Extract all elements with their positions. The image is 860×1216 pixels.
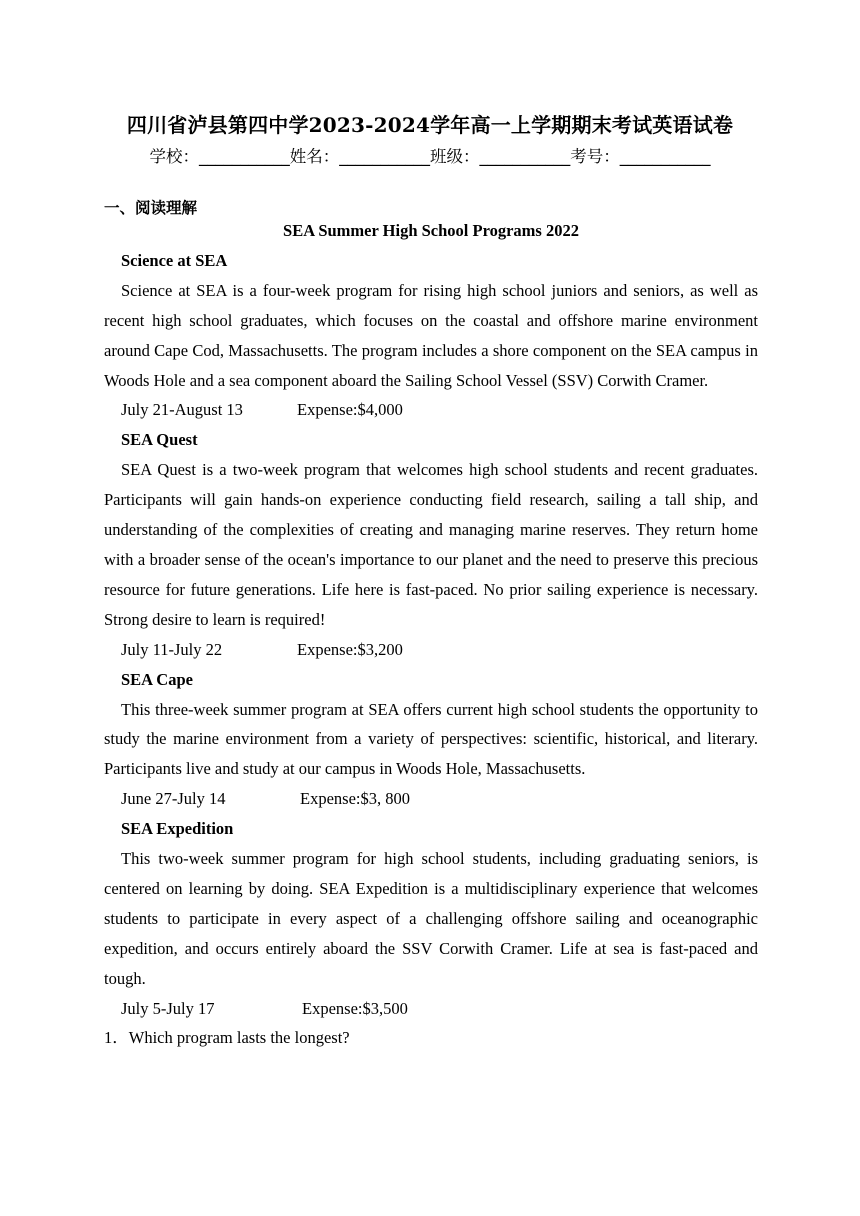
program-description: This three-week summer program at SEA offers current high school students the opportunity to study the marine environment from a variety of perspectives: scientific, historical, and literary. Participants live and study at our campus in Woods Hole, Massachusetts. — [104, 699, 758, 779]
program-expense: Expense:$3, 800 — [300, 789, 410, 809]
program-block — [104, 814, 758, 1023]
student-info-line: 学校：___________姓名：___________班级：___________考号：___________ — [149, 147, 711, 166]
program-dates: July 5-July 17 — [121, 998, 215, 1018]
program-description: This two-week summer program for high school students, including graduating seniors, is centered on learning by doing. SEA Expedition is a multidisciplinary experience that welcomes students to participate in every aspect of a challenging offshore sailing and oceanographic expedition, and occurs entirely aboard the SSV Corwith Cramer. Life at sea is fast-paced and tough. — [104, 849, 758, 988]
program-name: SEA Cape — [121, 669, 193, 689]
program-details — [104, 635, 758, 665]
program-block — [104, 665, 758, 815]
program-details — [104, 395, 758, 425]
section-heading: 一、阅读理解 — [104, 199, 198, 217]
program-name: Science at SEA — [121, 250, 228, 270]
program-name: SEA Quest — [121, 430, 198, 450]
program-dates: July 21-August 13 — [121, 400, 243, 420]
program-expense: Expense:$4,000 — [297, 400, 403, 420]
reading-passage — [104, 216, 758, 1053]
program-expense: Expense:$3,500 — [302, 998, 408, 1018]
program-dates: July 11-July 22 — [121, 639, 223, 659]
program-description: SEA Quest is a two-week program that welcomes high school students and recent graduates. Participants will gain hands-on experience conducting field research, sailing a tall ship, and understanding of the complexities of creating and managing marine reserves. They return home with a broader sense of the ocean's importance to our planet and the need to preserve this precious resource for future generations. Life here is fast-paced. No prior sailing experience is necessary. Strong desire to learn is required! — [104, 460, 758, 629]
program-dates: June 27-July 14 — [121, 789, 226, 809]
program-block — [104, 425, 758, 664]
program-expense: Expense:$3,200 — [297, 639, 403, 659]
passage-title: SEA Summer High School Programs 2022 — [283, 221, 579, 240]
program-name: SEA Expedition — [121, 819, 234, 839]
program-details — [104, 784, 758, 814]
program-details — [104, 994, 758, 1024]
program-description: Science at SEA is a four-week program for rising high school juniors and seniors, as well as recent high school graduates, which focuses on the coastal and offshore marine environment around Cape Cod, Massachusetts. The program includes a shore component on the SEA campus in Woods Hole and a sea component aboard the Sailing School Vessel (SSV) Corwith Cramer. — [104, 280, 758, 390]
exam-title: 四川省泸县第四中学2023-2024学年高一上学期期末考试英语试卷 — [126, 113, 734, 137]
question-1: 1．Which program lasts the longest? — [104, 1028, 350, 1048]
program-block — [104, 246, 758, 425]
